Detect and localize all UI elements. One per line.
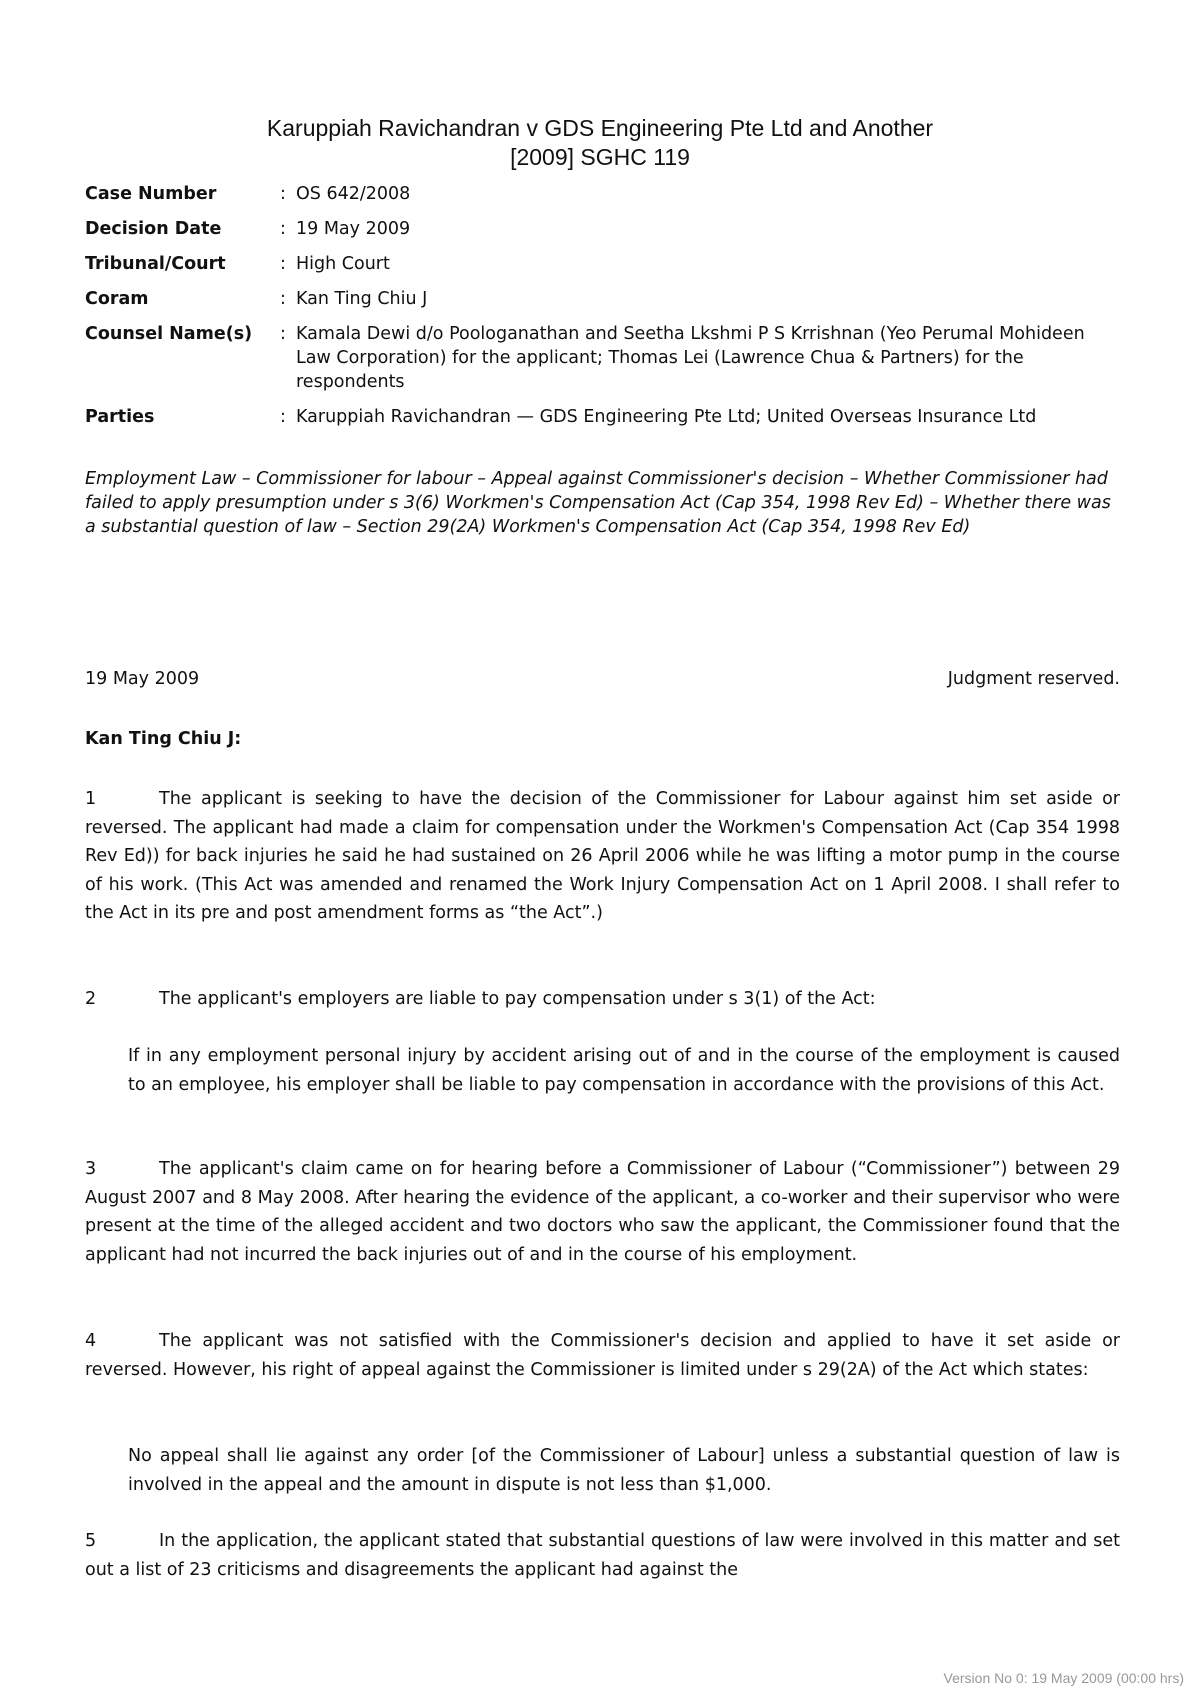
- paragraph-number: 3: [85, 1159, 97, 1179]
- judge-heading: Kan Ting Chiu J:: [85, 729, 242, 749]
- paragraph-4: [85, 1327, 1120, 1384]
- meta-separator: :: [280, 407, 286, 427]
- judgment-date: 19 May 2009: [85, 669, 200, 689]
- meta-label: Decision Date: [85, 219, 222, 239]
- paragraph-number: 4: [85, 1331, 97, 1351]
- paragraph-3: [85, 1155, 1120, 1269]
- paragraph-number: 5: [85, 1531, 97, 1551]
- meta-separator: :: [280, 254, 286, 274]
- case-citation: [2009] SGHC 119: [510, 144, 690, 170]
- paragraph-text: In the application, the applicant stated that substantial questions of law were involved in this matter and set out a list of 23 criticisms and disagreements the applicant had against the: [85, 1531, 1120, 1580]
- meta-label: Counsel Name(s): [85, 324, 253, 344]
- meta-separator: :: [280, 324, 286, 344]
- paragraph-number: 2: [85, 989, 97, 1009]
- paragraph-number: 1: [85, 789, 97, 809]
- case-metadata: [85, 182, 1125, 440]
- paragraph-text: The applicant's claim came on for hearing before a Commissioner of Labour (“Commissioner”) between 29 August 2007 and 8 May 2008. After hearing the evidence of the applicant, a co-worker and their supervisor who were present at the time of the alleged accident and two doctors who saw the applicant, the Commissioner found that the applicant had not incurred the back injuries out of and in the course of his employment.: [85, 1159, 1120, 1265]
- catchwords: Employment Law – Commissioner for labour – Appeal against Commissioner's decision – Whether Commissioner had failed to apply presumption under s 3(6) Workmen's Compensation Act (Cap 354, 1998 Rev Ed) – Whether there was a substantial question of law – Section 29(2A) Workmen's Compensation Act (Cap 354, 1998 Rev Ed): [85, 469, 1111, 537]
- paragraph-1: [85, 785, 1120, 928]
- case-title: Karuppiah Ravichandran v GDS Engineering Pte Ltd and Another: [266, 115, 934, 141]
- meta-row-case-number: [85, 182, 1125, 206]
- meta-label: Case Number: [85, 184, 217, 204]
- judgment-date-line: [85, 667, 1120, 691]
- paragraph-text: The applicant was not satisfied with the Commissioner's decision and applied to have it set aside or reversed. However, his right of appeal against the Commissioner is limited under s 29(2A) of the Act which states:: [85, 1331, 1120, 1380]
- paragraph-text: The applicant's employers are liable to pay compensation under s 3(1) of the Act:: [159, 989, 876, 1009]
- meta-value: High Court: [296, 254, 390, 274]
- meta-label: Coram: [85, 289, 149, 309]
- meta-row-counsel: [85, 322, 1125, 394]
- document-header: [0, 114, 1200, 172]
- meta-row-court: [85, 252, 1125, 276]
- paragraph-5: [85, 1527, 1120, 1584]
- meta-label: Tribunal/Court: [85, 254, 226, 274]
- block-quote-1: If in any employment personal injury by accident arising out of and in the course of the employment is caused to an employee, his employer shall be liable to pay compensation in accordance with the provisions of this Act.: [128, 1046, 1120, 1095]
- meta-separator: :: [280, 289, 286, 309]
- block-quote-2: No appeal shall lie against any order [of the Commissioner of Labour] unless a substantial question of law is involved in the appeal and the amount in dispute is not less than $1,000.: [128, 1446, 1120, 1495]
- meta-separator: :: [280, 219, 286, 239]
- meta-row-parties: [85, 405, 1125, 429]
- paragraph-2: [85, 985, 1120, 1014]
- meta-value: 19 May 2009: [296, 219, 411, 239]
- meta-value: Karuppiah Ravichandran — GDS Engineering Pte Ltd; United Overseas Insurance Ltd: [296, 407, 1037, 427]
- meta-row-coram: [85, 287, 1125, 311]
- meta-value: Kamala Dewi d/o Poologanathan and Seetha Lkshmi P S Krrishnan (Yeo Perumal Mohideen Law Corporation) for the applicant; Thomas Lei (Lawrence Chua & Partners) for the respondents: [296, 324, 1085, 392]
- meta-value: Kan Ting Chiu J: [296, 289, 428, 309]
- paragraph-text: The applicant is seeking to have the decision of the Commissioner for Labour against him set aside or reversed. The applicant had made a claim for compensation under the Workmen's Compensation Act (Cap 354 1998 Rev Ed)) for back injuries he said he had sustained on 26 April 2006 while he was lifting a motor pump in the course of his work. (This Act was amended and renamed the Work Injury Compensation Act on 1 April 2008. I shall refer to the Act in its pre and post amendment forms as “the Act”.): [85, 789, 1120, 923]
- meta-row-decision-date: [85, 217, 1125, 241]
- meta-value: OS 642/2008: [296, 184, 411, 204]
- meta-label: Parties: [85, 407, 155, 427]
- version-footer: Version No 0: 19 May 2009 (00:00 hrs): [943, 1670, 1184, 1686]
- judgment-status: Judgment reserved.: [947, 669, 1120, 689]
- meta-separator: :: [280, 184, 286, 204]
